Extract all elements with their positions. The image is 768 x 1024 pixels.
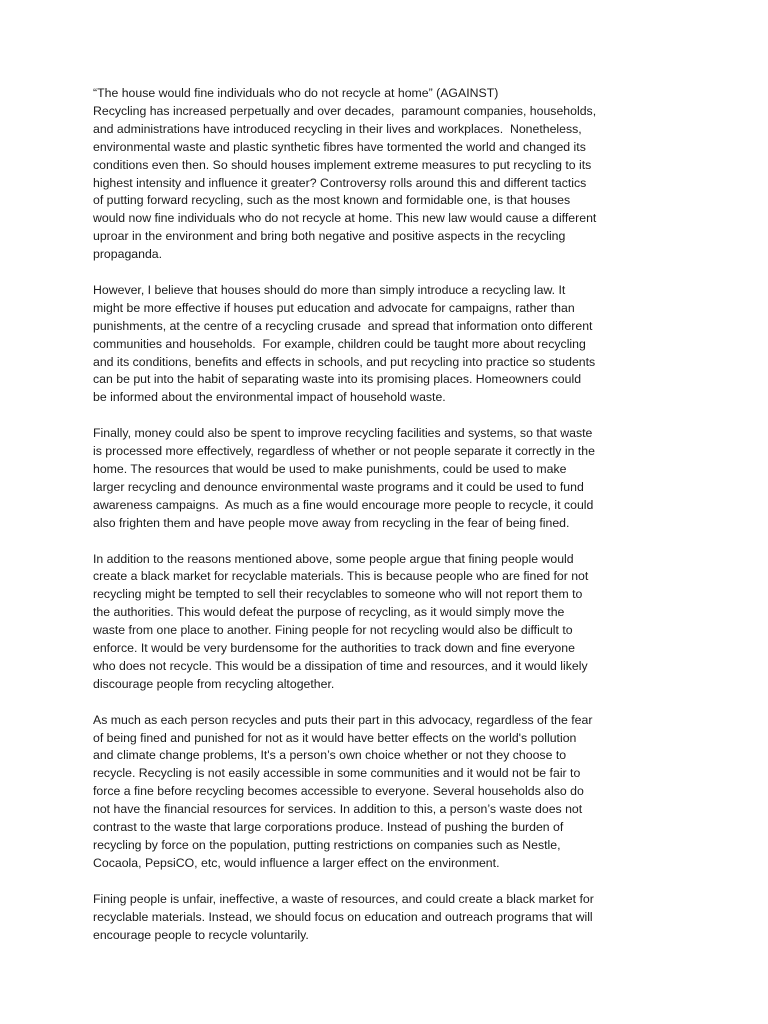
paragraph-line: waste from one place to another. Fining people for not recycling would also be difficult to	[93, 623, 573, 638]
paragraph	[93, 551, 683, 694]
paragraph-line: Fining people is unfair, ineffective, a waste of resources, and could create a black market for	[93, 891, 594, 906]
paragraph-line: of being fined and punished for not as it would have better effects on the world's pollution	[93, 730, 577, 745]
paragraph-line: As much as each person recycles and puts their part in this advocacy, regardless of the fear	[93, 712, 593, 727]
paragraph-line: punishments, at the centre of a recycling crusade and spread that information onto different	[93, 318, 593, 333]
paragraph-line: uproar in the environment and bring both negative and positive aspects in the recycling	[93, 229, 566, 244]
paragraph-line: In addition to the reasons mentioned above, some people argue that fining people would	[93, 551, 574, 566]
paragraph-line: contrast to the waste that large corporations produce. Instead of pushing the burden of	[93, 820, 564, 835]
paragraph-line: home. The resources that would be used to make punishments, could be used to make	[93, 462, 567, 476]
paragraph-line: create a black market for recyclable materials. This is because people who are fined for not	[93, 569, 589, 584]
paragraph	[93, 891, 683, 945]
paragraph	[93, 282, 683, 407]
paragraph-line: and climate change problems, It's a person’s own choice whether or not they choose to	[93, 748, 567, 763]
paragraph-line: also frighten them and have people move away from recycling in the fear of being fined.	[93, 515, 570, 530]
essay-body	[93, 85, 683, 962]
paragraph-line: encourage people to recycle voluntarily.	[93, 927, 309, 942]
paragraph-line: and its conditions, benefits and effects in schools, and put recycling into practice so students	[93, 354, 596, 369]
paragraph-line: However, I believe that houses should do more than simply introduce a recycling law. It	[93, 282, 566, 297]
paragraph-line: who does not recycle. This would be a dissipation of time and resources, and it would likely	[93, 658, 588, 673]
paragraph-line: recyclable materials. Instead, we should focus on education and outreach programs that will	[93, 909, 593, 924]
paragraph-line: conditions even then. So should houses implement extreme measures to put recycling to its	[93, 157, 592, 172]
paragraph-line: force a fine before recycling becomes accessible to everyone. Several households also do	[93, 784, 584, 799]
paragraph-line: enforce. It would be very burdensome for the authorities to track down and fine everyone	[93, 641, 575, 656]
paragraph-line: can be put into the habit of separating waste into its promising places. Homeowners could	[93, 372, 582, 387]
paragraph-line: is processed more effectively, regardless of whether or not people separate it correctly in the	[93, 444, 595, 459]
paragraph-line: propaganda.	[93, 247, 163, 262]
paragraph-line: recycle. Recycling is not easily accessible in some communities and it would not be fair to	[93, 766, 581, 781]
paragraph-line: Finally, money could also be spent to improve recycling facilities and systems, so that waste	[93, 426, 593, 441]
paragraph-line: Cocaola, PepsiCO, etc, would influence a larger effect on the environment.	[93, 855, 500, 870]
paragraph-line: recycling might be tempted to sell their recyclables to someone who will not report them to	[93, 587, 583, 602]
paragraph-line: and administrations have introduced recycling in their lives and workplaces. Nonetheless,	[93, 121, 582, 136]
paragraph-line: might be more effective if houses put education and advocate for campaigns, rather than	[93, 300, 575, 315]
paragraph-line: larger recycling and denounce environmental waste programs and it could be used to fund	[93, 479, 584, 494]
paragraph-list	[93, 103, 683, 945]
paragraph-line: Recycling has increased perpetually and over decades, paramount companies, households,	[93, 103, 597, 118]
paragraph	[93, 425, 683, 532]
paragraph-line: discourage people from recycling altogether.	[93, 676, 335, 691]
paragraph-line: would now fine individuals who do not recycle at home. This new law would cause a different	[93, 211, 597, 226]
paragraph	[93, 712, 683, 873]
paragraph-line: not have the financial resources for services. In addition to this, a person’s waste does not	[93, 802, 583, 817]
paragraph-line: be informed about the environmental impact of household waste.	[93, 390, 446, 405]
paragraph-line: the authorities. This would defeat the purpose of recycling, as it would simply move the	[93, 605, 565, 620]
paragraph-line: recycling by force on the population, putting restrictions on companies such as Nestle,	[93, 838, 561, 852]
essay-title: “The house would fine individuals who do not recycle at home” (AGAINST)	[93, 86, 499, 100]
paragraph-line: of putting forward recycling, such as the most known and formidable one, is that houses	[93, 193, 571, 208]
paragraph-line: awareness campaigns. As much as a fine would encourage more people to recycle, it could	[93, 497, 594, 512]
paragraph-line: communities and households. For example, children could be taught more about recycling	[93, 336, 586, 351]
paragraph-line: environmental waste and plastic synthetic fibres have tormented the world and changed its	[93, 139, 586, 154]
paragraph	[93, 103, 683, 264]
paragraph-line: highest intensity and influence it greater? Controversy rolls around this and different tactics	[93, 175, 587, 190]
